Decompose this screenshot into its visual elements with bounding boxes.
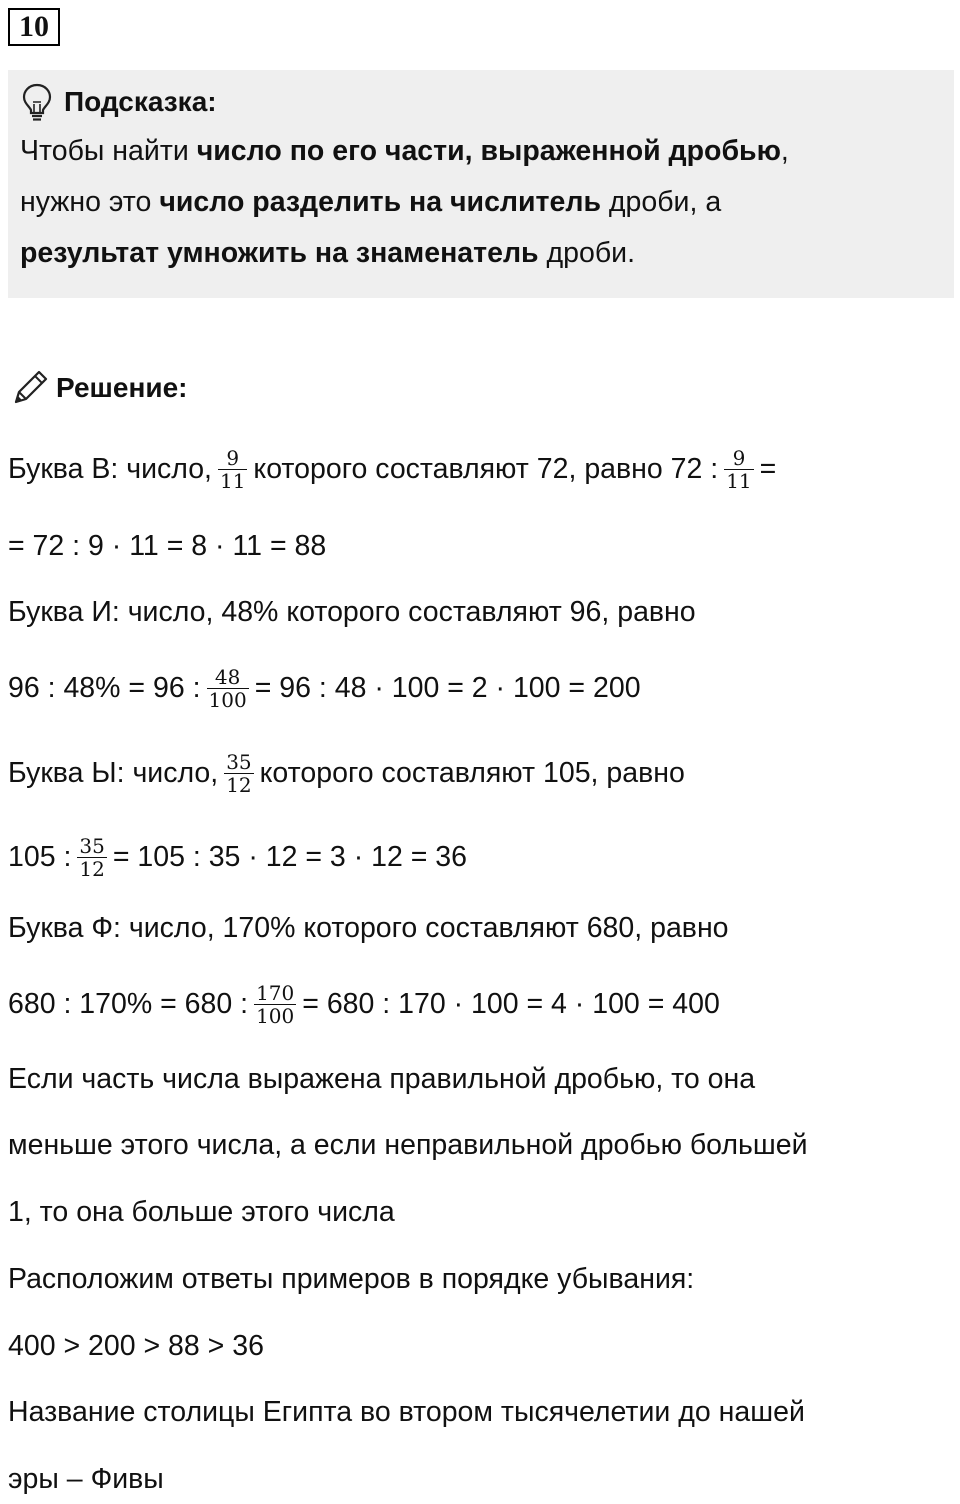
solution-line-12	[8, 1254, 694, 1304]
numerator: 170	[256, 980, 295, 1005]
hint-line-1	[20, 126, 942, 177]
solution-line-10	[8, 1120, 808, 1170]
text: которого составляют 72, равно 72 :	[253, 452, 719, 485]
solution-line-3	[8, 587, 696, 637]
fraction	[224, 751, 253, 796]
solution-line-1	[8, 444, 776, 494]
text: 1, то она больше этого числа	[8, 1195, 395, 1228]
solution-line-11	[8, 1187, 395, 1237]
solution-line-4	[8, 663, 641, 713]
text: = 105 : 35 · 12 = 3 · 12 = 36	[112, 840, 467, 873]
denominator: 100	[256, 1003, 295, 1028]
hint-text-span: ,	[780, 135, 789, 167]
text: Буква Ф: число, 170% которого составляют 680, равно	[8, 911, 729, 944]
hint-line-2	[20, 177, 942, 228]
hint-text-span: дроби.	[538, 237, 635, 269]
hint-header	[20, 80, 942, 124]
hint-text-span: нужно это	[20, 186, 160, 218]
solution-header	[10, 368, 187, 408]
text: Буква Ы: число,	[8, 756, 219, 789]
solution-title: Решение:	[56, 372, 188, 403]
denominator: 12	[226, 772, 252, 797]
text: эры – Фивы	[8, 1462, 164, 1495]
solution-line-9	[8, 1054, 755, 1104]
solution-line-13	[8, 1321, 264, 1371]
text: Название столицы Египта во втором тысячелетии до нашей	[8, 1395, 805, 1428]
text: Буква В: число,	[8, 452, 212, 485]
hint-bold-span: результат умножить на знаменатель	[20, 237, 539, 269]
fraction	[77, 835, 106, 880]
solution-line-5	[8, 748, 685, 798]
hint-text-span: дроби, а	[600, 186, 722, 218]
task-number: 10	[8, 8, 60, 46]
lightbulb-icon	[20, 82, 54, 122]
numerator: 35	[226, 749, 252, 774]
hint-text	[20, 126, 942, 279]
solution-line-8	[8, 979, 720, 1029]
solution-line-2	[8, 521, 326, 571]
pencil-icon	[10, 368, 50, 408]
text: = 96 : 48 · 100 = 2 · 100 = 200	[254, 671, 641, 704]
numerator: 48	[214, 664, 241, 689]
solution-line-6	[8, 832, 467, 882]
numerator: 35	[79, 833, 105, 858]
fraction	[218, 447, 247, 492]
text: Буква И: число, 48% которого составляют 96, равно	[8, 595, 696, 628]
solution-line-15	[8, 1454, 164, 1504]
hint-line-3	[20, 228, 942, 279]
hint-box	[8, 70, 954, 298]
text: = 72 : 9 · 11 = 8 · 11 = 88	[8, 529, 327, 562]
denominator: 100	[208, 687, 247, 712]
text: Расположим ответы примеров в порядке убывания:	[8, 1262, 695, 1295]
fraction	[254, 982, 296, 1027]
denominator: 11	[219, 468, 246, 493]
text: 680 : 170% = 680 :	[8, 987, 249, 1020]
text: меньше этого числа, а если неправильной дробью большей	[8, 1128, 808, 1161]
numerator: 9	[226, 445, 240, 470]
text: =	[759, 452, 777, 485]
hint-text-span: Чтобы найти	[20, 135, 197, 167]
text: = 680 : 170 · 100 = 4 · 100 = 400	[302, 987, 720, 1020]
fraction	[724, 447, 753, 492]
text: 105 :	[8, 840, 72, 873]
text: 400 > 200 > 88 > 36	[8, 1329, 264, 1362]
text: 96 : 48% = 96 :	[8, 671, 201, 704]
denominator: 11	[726, 468, 752, 493]
solution-line-14	[8, 1387, 805, 1437]
denominator: 12	[79, 856, 105, 881]
fraction	[207, 666, 249, 711]
hint-bold-span: число по его части, выраженной дробью	[196, 135, 781, 167]
hint-bold-span: число разделить на числитель	[159, 186, 601, 218]
text: Если часть числа выражена правильной дробью, то она	[8, 1062, 756, 1095]
hint-title: Подсказка:	[64, 86, 217, 117]
numerator: 9	[732, 445, 746, 470]
text: которого составляют 105, равно	[259, 756, 685, 789]
solution-line-7	[8, 903, 729, 953]
